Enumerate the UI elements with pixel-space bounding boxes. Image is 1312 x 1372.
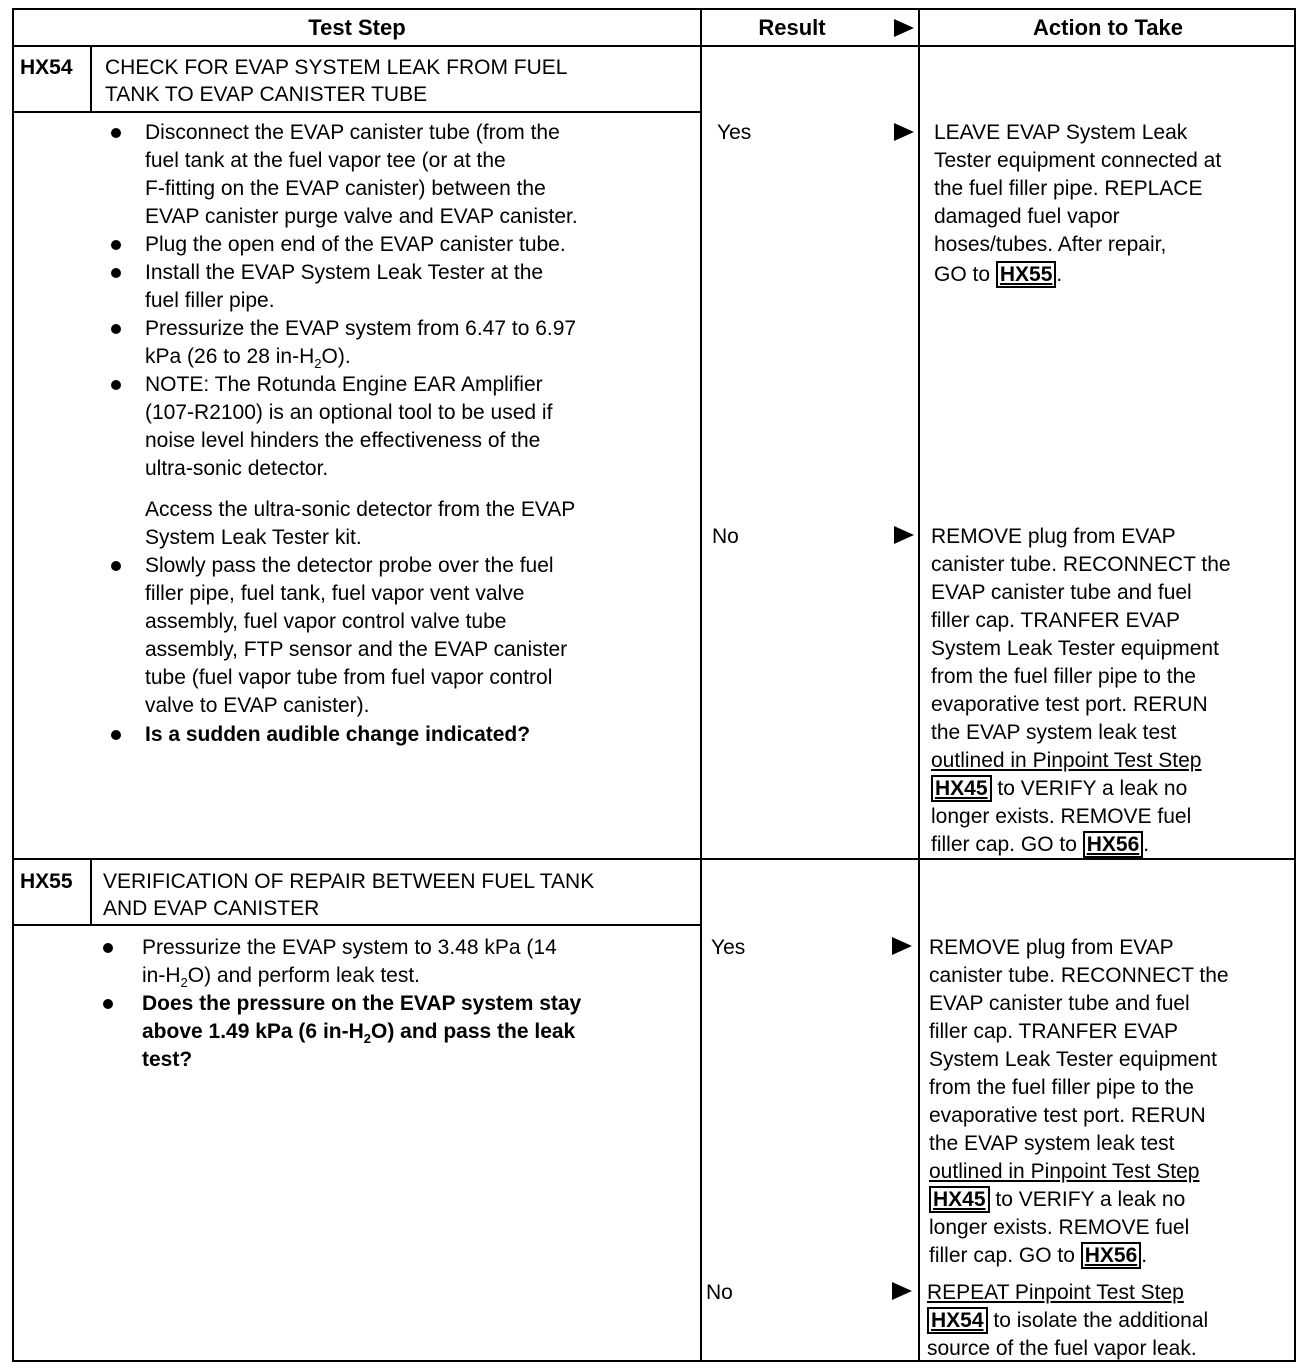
hx55-no-l1: REPEAT Pinpoint Test Step — [927, 1281, 1184, 1304]
header-arrow-icon — [894, 19, 914, 37]
hx54-b3-l1: Install the EVAP System Leak Tester at the — [145, 261, 544, 284]
hx54-b6-l3: assembly, fuel vapor control valve tube — [145, 610, 507, 633]
hx54-yes-l5: hoses/tubes. After repair, — [934, 233, 1167, 256]
link-hx56[interactable]: HX56 — [1081, 1242, 1142, 1269]
hx55-title-divider — [14, 924, 702, 926]
hx54-no-l2: canister tube. RECONNECT the — [931, 553, 1231, 576]
hx55-yes-l4: filler cap. TRANFER EVAP — [929, 1020, 1178, 1043]
hx54-b5-l2: (107-R2100) is an optional tool to be used if — [145, 401, 553, 424]
hx54-title-line1: CHECK FOR EVAP SYSTEM LEAK FROM FUEL — [105, 56, 568, 79]
hx54-id-divider — [90, 45, 92, 113]
hx54-p-l2: System Leak Tester kit. — [145, 526, 362, 549]
hx54-no-l5: System Leak Tester equipment — [931, 637, 1219, 660]
hx54-no-l3: EVAP canister tube and fuel — [931, 581, 1192, 604]
hx55-b1-l2: $in-H_2O$) and perform leak test. — [142, 964, 421, 991]
bullet-icon — [111, 128, 121, 138]
hx54-step-id: HX54 — [20, 56, 73, 79]
hx54-b6-l5: tube (fuel vapor tube from fuel vapor control — [145, 666, 553, 689]
hx55-title-line1: VERIFICATION OF REPAIR BETWEEN FUEL TANK — [103, 870, 595, 893]
hx54-yes-l3: the fuel filler pipe. REPLACE — [934, 177, 1203, 200]
hx55-yes-l5: System Leak Tester equipment — [929, 1048, 1217, 1071]
hx55-yes-l6: from the fuel filler pipe to the — [929, 1076, 1194, 1099]
hx55-b1-l1: Pressurize the EVAP system to 3.48 kPa (14 — [142, 936, 557, 959]
hx55-yes-l9: outlined in Pinpoint Test Step — [929, 1160, 1200, 1183]
hx55-yes-l12: filler cap. GO to HX56 . — [929, 1244, 1148, 1267]
hx54-yes-l1: LEAVE EVAP System Leak — [934, 121, 1188, 144]
bullet-icon — [103, 943, 113, 953]
hx54-title-divider — [14, 111, 702, 113]
hx54-b5-l1: NOTE: The Rotunda Engine EAR Amplifier — [145, 373, 543, 396]
hx54-b6-l1: Slowly pass the detector probe over the fuel — [145, 554, 554, 577]
header-divider — [14, 45, 1296, 47]
hx55-yes-l1: REMOVE plug from EVAP — [929, 936, 1174, 959]
hx54-result-no: No — [712, 525, 739, 548]
bullet-icon — [111, 324, 121, 334]
hx55-yes-l2: canister tube. RECONNECT the — [929, 964, 1229, 987]
arrow-right-icon — [894, 526, 914, 544]
bullet-icon — [111, 730, 121, 740]
hx54-yes-l2: Tester equipment connected at — [934, 149, 1222, 172]
hx54-title-line2: TANK TO EVAP CANISTER TUBE — [105, 83, 428, 106]
hx55-yes-l10: HX45 to VERIFY a leak no — [929, 1186, 1185, 1214]
bullet-icon — [111, 561, 121, 571]
hx55-yes-l8: the EVAP system leak test — [929, 1132, 1175, 1155]
hx54-b1-l4: EVAP canister purge valve and EVAP canister. — [145, 205, 578, 228]
hx54-b1-l3: F-fitting on the EVAP canister) between the — [145, 177, 546, 200]
hx54-b5-l3: noise level hinders the effectiveness of the — [145, 429, 541, 452]
hx54-b4-l2: kPa (26 to 28 $in-H_2O$). — [145, 345, 351, 372]
header-result: Result — [758, 15, 826, 40]
hx55-no-l2: HX54 to isolate the additional — [927, 1307, 1208, 1335]
arrow-right-icon — [892, 1282, 912, 1300]
hx54-p-l1: Access the ultra-sonic detector from the EVAP — [145, 498, 576, 521]
hx54-b6-l4: assembly, FTP sensor and the EVAP canister — [145, 638, 568, 661]
hx54-no-l11: longer exists. REMOVE fuel — [931, 805, 1192, 828]
arrow-right-icon — [894, 123, 914, 141]
column-divider-action — [918, 10, 920, 1362]
hx54-question: Is a sudden audible change indicated? — [145, 723, 531, 746]
hx54-no-l8: the EVAP system leak test — [931, 721, 1177, 744]
link-hx45[interactable]: HX45 — [929, 1186, 990, 1213]
hx54-no-l9: outlined in Pinpoint Test Step — [931, 749, 1202, 772]
hx55-yes-l11: longer exists. REMOVE fuel — [929, 1216, 1190, 1239]
bullet-icon — [103, 999, 113, 1009]
hx54-b5-l4: ultra-sonic detector. — [145, 457, 329, 480]
hx54-b6-l6: valve to EVAP canister). — [145, 694, 370, 717]
hx54-b4-l1: Pressurize the EVAP system from 6.47 to 6.97 — [145, 317, 577, 340]
column-divider-result — [700, 10, 702, 1362]
hx55-result-yes: Yes — [711, 936, 746, 959]
hx54-b1-l2: fuel tank at the fuel vapor tee (or at the — [145, 149, 506, 172]
hx54-b1-l1: Disconnect the EVAP canister tube (from the — [145, 121, 560, 144]
bullet-icon — [111, 240, 121, 250]
bullet-icon — [111, 380, 121, 390]
link-hx55[interactable]: HX55 — [996, 261, 1057, 288]
link-hx56[interactable]: HX56 — [1083, 831, 1144, 858]
hx54-no-l4: filler cap. TRANFER EVAP — [931, 609, 1180, 632]
hx55-q-l2: above 1.49 kPa (6 $in-H_2O$) and pass the leak — [142, 1020, 576, 1047]
hx55-no-l3: source of the fuel vapor leak. — [927, 1337, 1197, 1360]
hx54-b2: Plug the open end of the EVAP canister tube. — [145, 233, 566, 256]
hx54-no-l10: HX45 to VERIFY a leak no — [931, 775, 1187, 803]
hx55-result-no: No — [706, 1281, 733, 1304]
header-action: Action to Take — [1033, 15, 1183, 40]
hx55-q-l1: Does the pressure on the EVAP system stay — [142, 992, 582, 1015]
hx54-yes-l4: damaged fuel vapor — [934, 205, 1120, 228]
hx55-id-divider — [90, 858, 92, 926]
hx54-no-l7: evaporative test port. RERUN — [931, 693, 1208, 716]
hx55-q-l3: test? — [142, 1048, 193, 1071]
hx54-result-yes: Yes — [717, 121, 752, 144]
link-hx54[interactable]: HX54 — [927, 1307, 988, 1334]
hx54-no-l6: from the fuel filler pipe to the — [931, 665, 1196, 688]
hx54-yes-l6: GO to HX55 . — [934, 263, 1063, 286]
hx55-title-line2: AND EVAP CANISTER — [103, 897, 320, 920]
hx54-no-l12: filler cap. GO to HX56 . — [931, 833, 1150, 856]
hx54-b6-l2: filler pipe, fuel tank, fuel vapor vent valve — [145, 582, 525, 605]
link-hx45[interactable]: HX45 — [931, 775, 992, 802]
hx54-b3-l2: fuel filler pipe. — [145, 289, 275, 312]
hx55-yes-l7: evaporative test port. RERUN — [929, 1104, 1206, 1127]
bullet-icon — [111, 268, 121, 278]
hx54-no-l1: REMOVE plug from EVAP — [931, 525, 1176, 548]
hx55-yes-l3: EVAP canister tube and fuel — [929, 992, 1190, 1015]
arrow-right-icon — [892, 937, 912, 955]
test-step-table — [12, 8, 1296, 1362]
header-test-step: Test Step — [308, 15, 406, 40]
hx55-step-id: HX55 — [20, 870, 73, 893]
